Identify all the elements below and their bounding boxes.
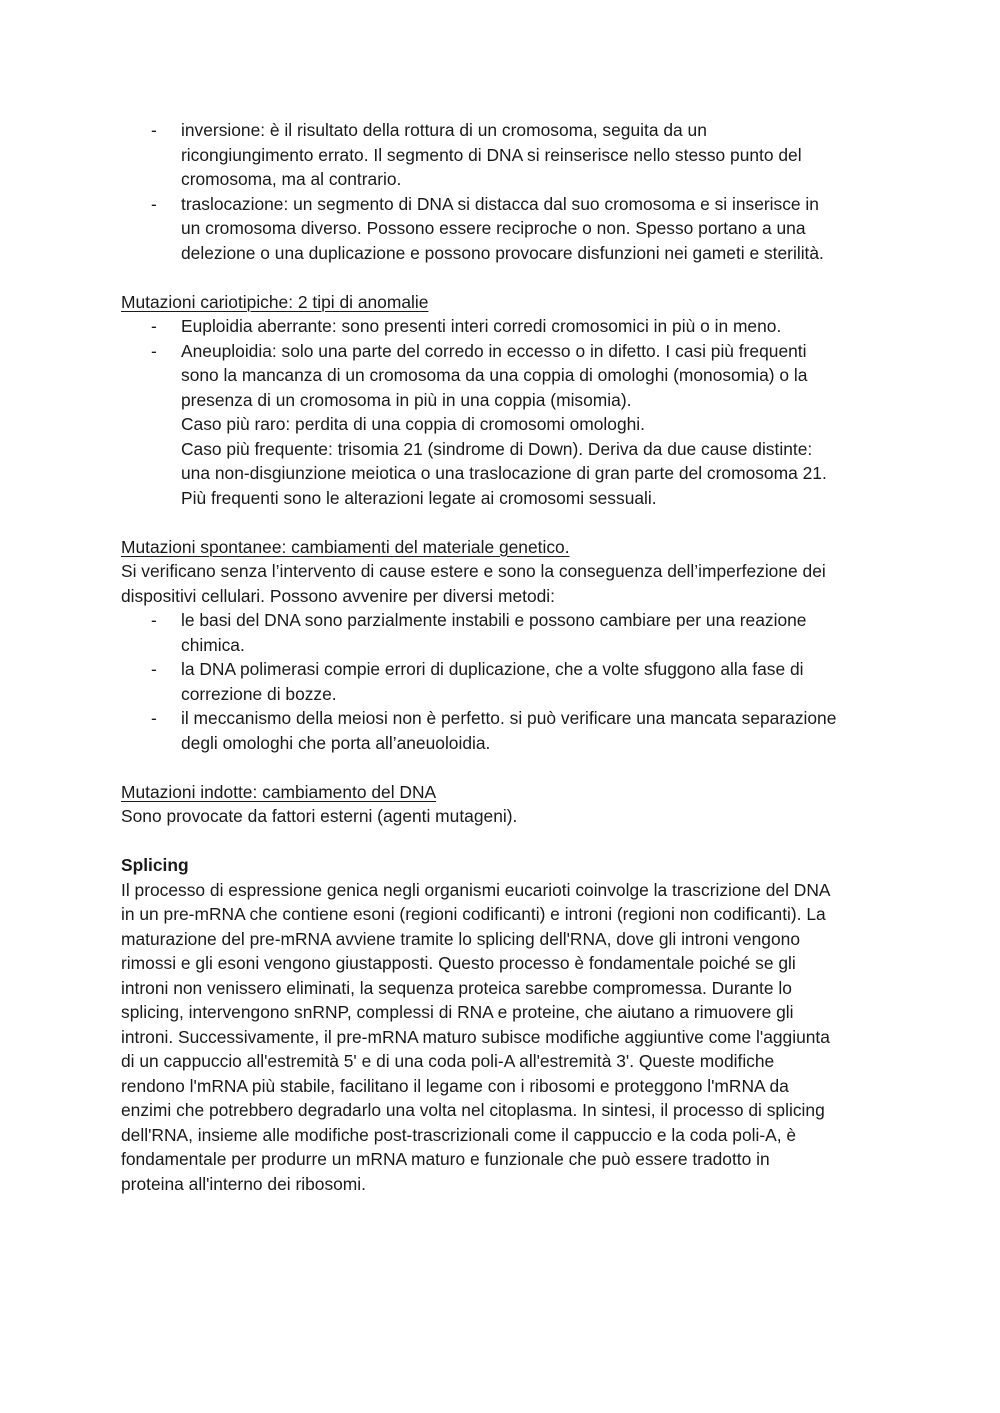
- paragraph-line: rendono l'mRNA più stabile, facilitano il legame con i ribosomi e proteggono l'mRNA da: [121, 1075, 789, 1096]
- paragraph-line: introni. Successivamente, il pre-mRNA maturo subisce modifiche aggiuntive come l'aggiunta: [121, 1026, 830, 1047]
- list-item-line: una non-disgiunzione meiotica o una traslocazione di gran parte del cromosoma 21.: [181, 463, 827, 483]
- paragraph-line: Sono provocate da fattori esterni (agenti mutageni).: [121, 806, 518, 826]
- splicing-paragraph: [121, 878, 891, 1197]
- list-item-line: la DNA polimerasi compie errori di duplicazione, che a volte sfuggono alla fase di: [181, 659, 804, 679]
- paragraph-line: splicing, intervengono snRNP, complessi di RNA e proteine, che aiutano a rimuovere gli: [121, 1002, 794, 1022]
- list-bullet: -: [151, 708, 157, 728]
- list-item-line: Euploidia aberrante: sono presenti interi corredi cromosomici in più o in meno.: [181, 316, 782, 336]
- heading-mutazioni-indotte: Mutazioni indotte: cambiamento del DNA: [121, 781, 437, 802]
- list-item-line: presenza di un cromosoma in più in una coppia (misomia).: [181, 389, 632, 410]
- list-item-line: il meccanismo della meiosi non è perfetto. si può verificare una mancata separazione: [181, 708, 837, 728]
- karyotypic-mutations-list: [121, 314, 891, 510]
- document-page: [121, 118, 891, 1196]
- list-item-meiosi: [121, 706, 891, 755]
- heading-splicing: Splicing: [121, 855, 189, 875]
- list-item-line: Caso più raro: perdita di una coppia di cromosomi omologhi.: [181, 414, 645, 434]
- paragraph-line: introni non venissero eliminati, la sequenza proteica sarebbe compromessa. Durante lo: [121, 977, 792, 998]
- list-item-line: Caso più frequente: trisomia 21 (sindrome di Down). Deriva da due cause distinte:: [181, 438, 813, 459]
- list-bullet: -: [151, 659, 157, 679]
- paragraph-line: dell'RNA, insieme alle modifiche post-trascrizionali come il cappuccio e la coda poli-A, è: [121, 1124, 797, 1145]
- list-item-line: correzione di bozze.: [181, 683, 337, 704]
- paragraph-line: proteina all'interno dei ribosomi.: [121, 1173, 366, 1194]
- list-item-euploidia: [121, 314, 891, 339]
- list-item-line: Più frequenti sono le alterazioni legate ai cromosomi sessuali.: [181, 487, 657, 508]
- list-item-line: le basi del DNA sono parzialmente instabili e possono cambiare per una reazione: [181, 610, 807, 630]
- paragraph-line: enzimi che potrebbero degradarlo una volta nel citoplasma. In sintesi, il processo di splicing: [121, 1100, 825, 1120]
- list-item-line: chimica.: [181, 634, 245, 655]
- heading-mutazioni-cariotipiche: Mutazioni cariotipiche: 2 tipi di anomalie: [121, 291, 429, 312]
- spacer: [121, 829, 891, 854]
- list-bullet: -: [151, 193, 157, 214]
- paragraph-line: di un cappuccio all'estremità 5' e di una coda poli-A all'estremità 3'. Queste modifiche: [121, 1051, 775, 1071]
- list-item-line: cromosoma, ma al contrario.: [181, 169, 402, 189]
- paragraph-line: in un pre-mRNA che contiene esoni (regioni codificanti) e introni (regioni non codificanti). La: [121, 904, 826, 924]
- list-item-line: traslocazione: un segmento di DNA si distacca dal suo cromosoma e si inserisce in: [181, 193, 819, 214]
- list-item-line: un cromosoma diverso. Possono essere reciproche o non. Spesso portano a una: [181, 218, 806, 238]
- spacer: [121, 755, 891, 780]
- list-item-line: Aneuploidia: solo una parte del corredo in eccesso o in difetto. I casi più frequenti: [181, 340, 807, 361]
- paragraph-line: Si verificano senza l’intervento di cause estere e sono la conseguenza dell’imperfezione dei: [121, 561, 826, 581]
- list-item-basi-dna: [121, 608, 891, 657]
- list-item-line: ricongiungimento errato. Il segmento di DNA si reinserisce nello stesso punto del: [181, 144, 802, 165]
- list-item-traslocazione: [121, 192, 891, 266]
- list-item-line: degli omologhi che porta all’aneuoloidia.: [181, 732, 491, 753]
- list-item-dna-polimerasi: [121, 657, 891, 706]
- spacer: [121, 265, 891, 290]
- paragraph-line: fondamentale per produrre un mRNA maturo e funzionale che può essere tradotto in: [121, 1149, 770, 1169]
- list-item-aneuploidia: [121, 339, 891, 511]
- paragraph-line: rimossi e gli esoni vengono giustapposti. Questo processo è fondamentale poiché se gli: [121, 953, 796, 973]
- heading-mutazioni-spontanee: Mutazioni spontanee: cambiamenti del materiale genetico.: [121, 536, 570, 557]
- paragraph-line: dispositivi cellulari. Possono avvenire per diversi metodi:: [121, 585, 555, 606]
- list-bullet: -: [151, 316, 157, 336]
- spacer: [121, 510, 891, 535]
- paragraph-line: Il processo di espressione genica negli organismi eucarioti coinvolge la trascrizione del DNA: [121, 879, 831, 900]
- list-item-line: sono la mancanza di un cromosoma da una coppia di omologhi (monosomia) o la: [181, 365, 808, 385]
- list-item-line: inversione: è il risultato della rottura di un cromosoma, seguita da un: [181, 120, 707, 140]
- paragraph-line: maturazione del pre-mRNA avviene tramite lo splicing dell'RNA, dove gli introni vengono: [121, 928, 800, 949]
- chromosomal-mutations-list: [121, 118, 891, 265]
- list-item-inversione: [121, 118, 891, 192]
- list-item-line: delezione o una duplicazione e possono provocare disfunzioni nei gameti e sterilità.: [181, 242, 824, 263]
- list-bullet: -: [151, 120, 157, 140]
- list-bullet: -: [151, 610, 157, 630]
- list-bullet: -: [151, 340, 157, 361]
- spontaneous-mutations-list: [121, 608, 891, 755]
